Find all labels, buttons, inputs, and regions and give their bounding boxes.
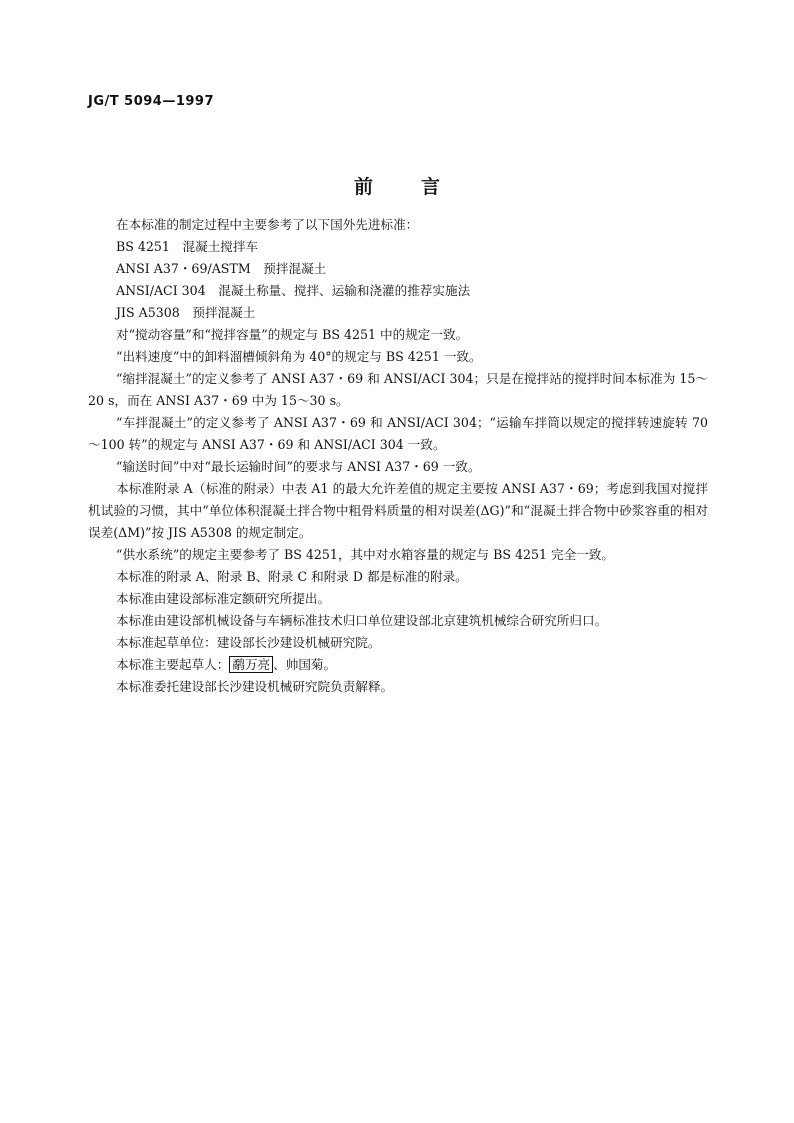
reference-ansi-aci304: ANSI/ACI 304 混凝土称量、搅拌、运输和浇灌的推荐实施法 — [116, 283, 471, 298]
paragraph-administrator: 本标准由建设部机械设备与车辆标准技术归口单位建设部北京建筑机械综合研究所归口。 — [116, 613, 608, 628]
paragraph-proposer: 本标准由建设部标准定额研究所提出。 — [116, 591, 331, 606]
paragraph-shrink-mixed: “缩拌混凝土”的定义参考了 ANSI A37・69 和 ANSI/ACI 304；只是在搅拌站的搅拌时间本标准为 15～20 s，而在 ANSI A37・69 中为 15～30 s。 — [88, 371, 708, 408]
paragraph-truck-mixed: “车拌混凝土”的定义参考了 ANSI A37・69 和 ANSI/ACI 304；“运输车拌筒以规定的搅拌转速旋转 70～100 转”的规定与 ANSI A37・69 和 ANSI/ACI 304 一致。 — [88, 415, 708, 452]
paragraph-interpretation: 本标准委托建设部长沙建设机械研究院负责解释。 — [116, 679, 394, 694]
paragraph-appendices: 本标准的附录 A、附录 B、附录 C 和附录 D 都是标准的附录。 — [116, 569, 468, 584]
paragraph-water-system: “供水系统”的规定主要参考了 BS 4251，其中对水箱容量的规定与 BS 4251 完全一致。 — [116, 547, 614, 562]
reference-jis-a5308: JIS A5308 预拌混凝土 — [116, 305, 256, 320]
drafters-suffix: 、帅国菊。 — [273, 657, 337, 672]
paragraph-capacity: 对“搅动容量”和“搅拌容量”的规定与 BS 4251 中的规定一致。 — [116, 327, 469, 342]
title-char-2: 言 — [421, 176, 441, 198]
paragraph-drafting-unit: 本标准起草单位：建设部长沙建设机械研究院。 — [116, 635, 381, 650]
paragraph-appendix-a: 本标准附录 A（标准的附录）中表 A1 的最大允许差值的规定主要按 ANSI A37・69；考虑到我国对搅拌机试验的习惯，其中“单位体积混凝土拌合物中粗骨料质量的相对误差(ΔG)”和“混凝土拌合物中砂浆容重的相对误差(ΔM)”按 JIS A5308 的规定制定。 — [88, 481, 708, 540]
paragraph-drafters — [88, 654, 708, 676]
reference-bs4251: BS 4251 混凝土搅拌车 — [116, 239, 259, 254]
boxed-drafter-name: 鹬万亮 — [229, 656, 273, 673]
paragraph-discharge-rate: “出料速度”中的卸料溜槽倾斜角为 40°的规定与 BS 4251 一致。 — [116, 349, 482, 364]
paragraph-intro: 在本标准的制定过程中主要参考了以下国外先进标准： — [116, 217, 419, 232]
standard-code: JG/T 5094—1997 — [88, 94, 215, 109]
title-char-1: 前 — [353, 176, 373, 198]
page-title — [0, 172, 794, 199]
drafters-prefix: 本标准主要起草人： — [116, 657, 230, 672]
paragraph-delivery-time: “输送时间”中对“最长运输时间”的要求与 ANSI A37・69 一致。 — [116, 459, 481, 474]
document-body — [88, 214, 708, 698]
reference-ansi-a37: ANSI A37・69/ASTM 预拌混凝土 — [116, 261, 327, 276]
